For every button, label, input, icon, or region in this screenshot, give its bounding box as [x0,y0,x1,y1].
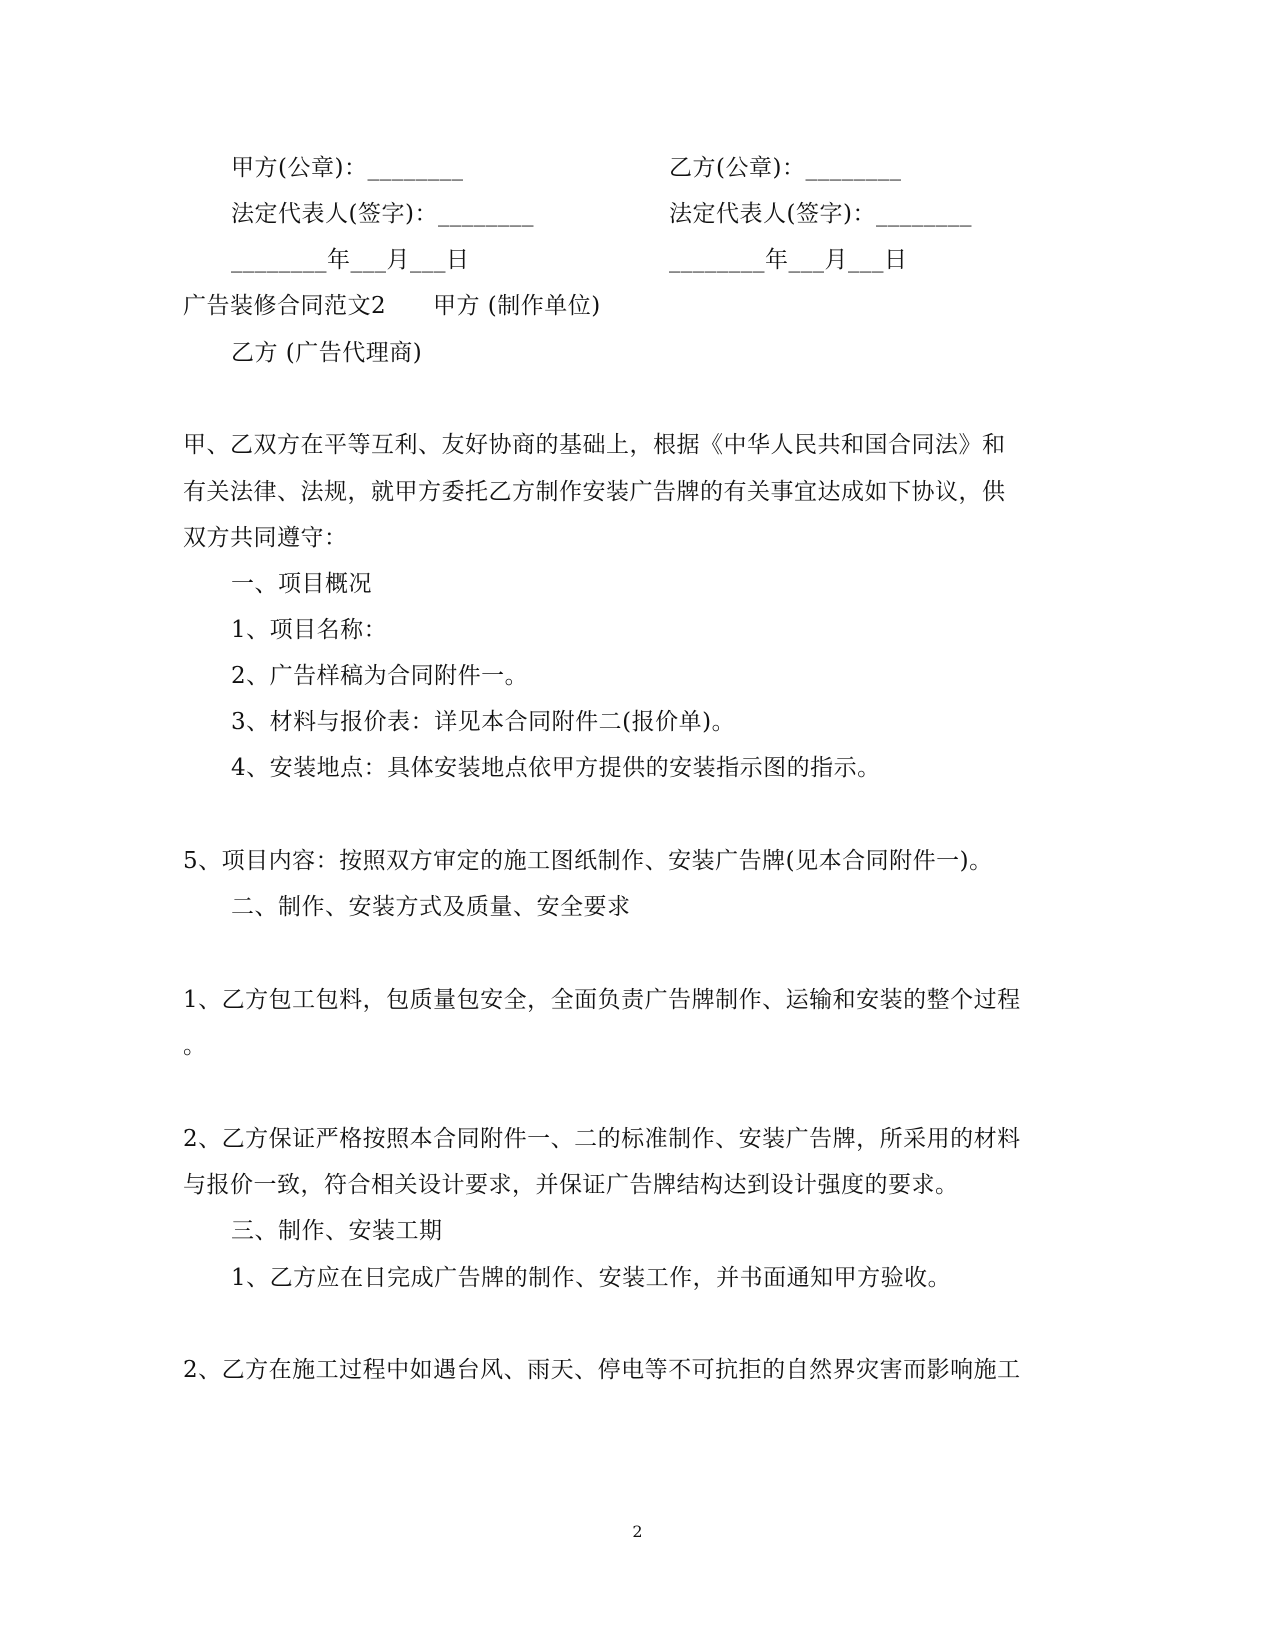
section-2-item-2-line-2: 与报价一致，符合相关设计要求，并保证广告牌结构达到设计强度的要求。 [183,1172,959,1198]
section-2-item-2-line-1: 2、乙方保证严格按照本合同附件一、二的标准制作、安装广告牌，所采用的材料 [183,1126,1021,1152]
party-a-seal-line: 甲方(公章)：________ [231,155,464,181]
preamble-line-3: 双方共同遵守： [183,525,348,551]
section-3-item-2: 2、乙方在施工过程中如遇台风、雨天、停电等不可抗拒的自然界灾害而影响施工 [183,1357,1021,1383]
section-1-item-5: 5、项目内容：按照双方审定的施工图纸制作、安装广告牌(见本合同附件一)。 [183,848,993,874]
preamble-line-2: 有关法律、法规，就甲方委托乙方制作安装广告牌的有关事宜达成如下协议，供 [183,479,1006,505]
party-b-label: 乙方 (广告代理商) [231,340,423,366]
party-a-label: 甲方 (制作单位) [433,293,601,319]
section-1-heading: 一、项目概况 [231,571,372,597]
party-b-representative-line: 法定代表人(签字)：________ [669,201,972,227]
party-a-date-line: ________年___月___日 [231,247,470,273]
section-2-heading: 二、制作、安装方式及质量、安全要求 [231,894,631,920]
section-2-item-1-line-1: 1、乙方包工包料，包质量包安全，全面负责广告牌制作、运输和安装的整个过程 [183,987,1021,1013]
contract-title: 广告装修合同范文2 [183,293,387,319]
party-b-date-line: ________年___月___日 [669,247,908,273]
party-a-representative-line: 法定代表人(签字)：________ [231,201,534,227]
section-3-item-1: 1、乙方应在日完成广告牌的制作、安装工作，并书面通知甲方验收。 [231,1265,952,1291]
page-number: 2 [632,1522,643,1541]
party-b-seal-line: 乙方(公章)：________ [669,155,902,181]
section-1-item-2: 2、广告样稿为合同附件一。 [231,663,529,689]
section-3-heading: 三、制作、安装工期 [231,1218,443,1244]
preamble-line-1: 甲、乙双方在平等互利、友好协商的基础上，根据《中华人民共和国合同法》和 [183,432,1006,458]
section-1-item-3: 3、材料与报价表：详见本合同附件二(报价单)。 [231,709,736,735]
section-1-item-1: 1、项目名称： [231,617,388,643]
section-1-item-4: 4、安装地点：具体安装地点依甲方提供的安装指示图的指示。 [231,755,881,781]
section-2-item-1-line-2: 。 [183,1033,207,1059]
